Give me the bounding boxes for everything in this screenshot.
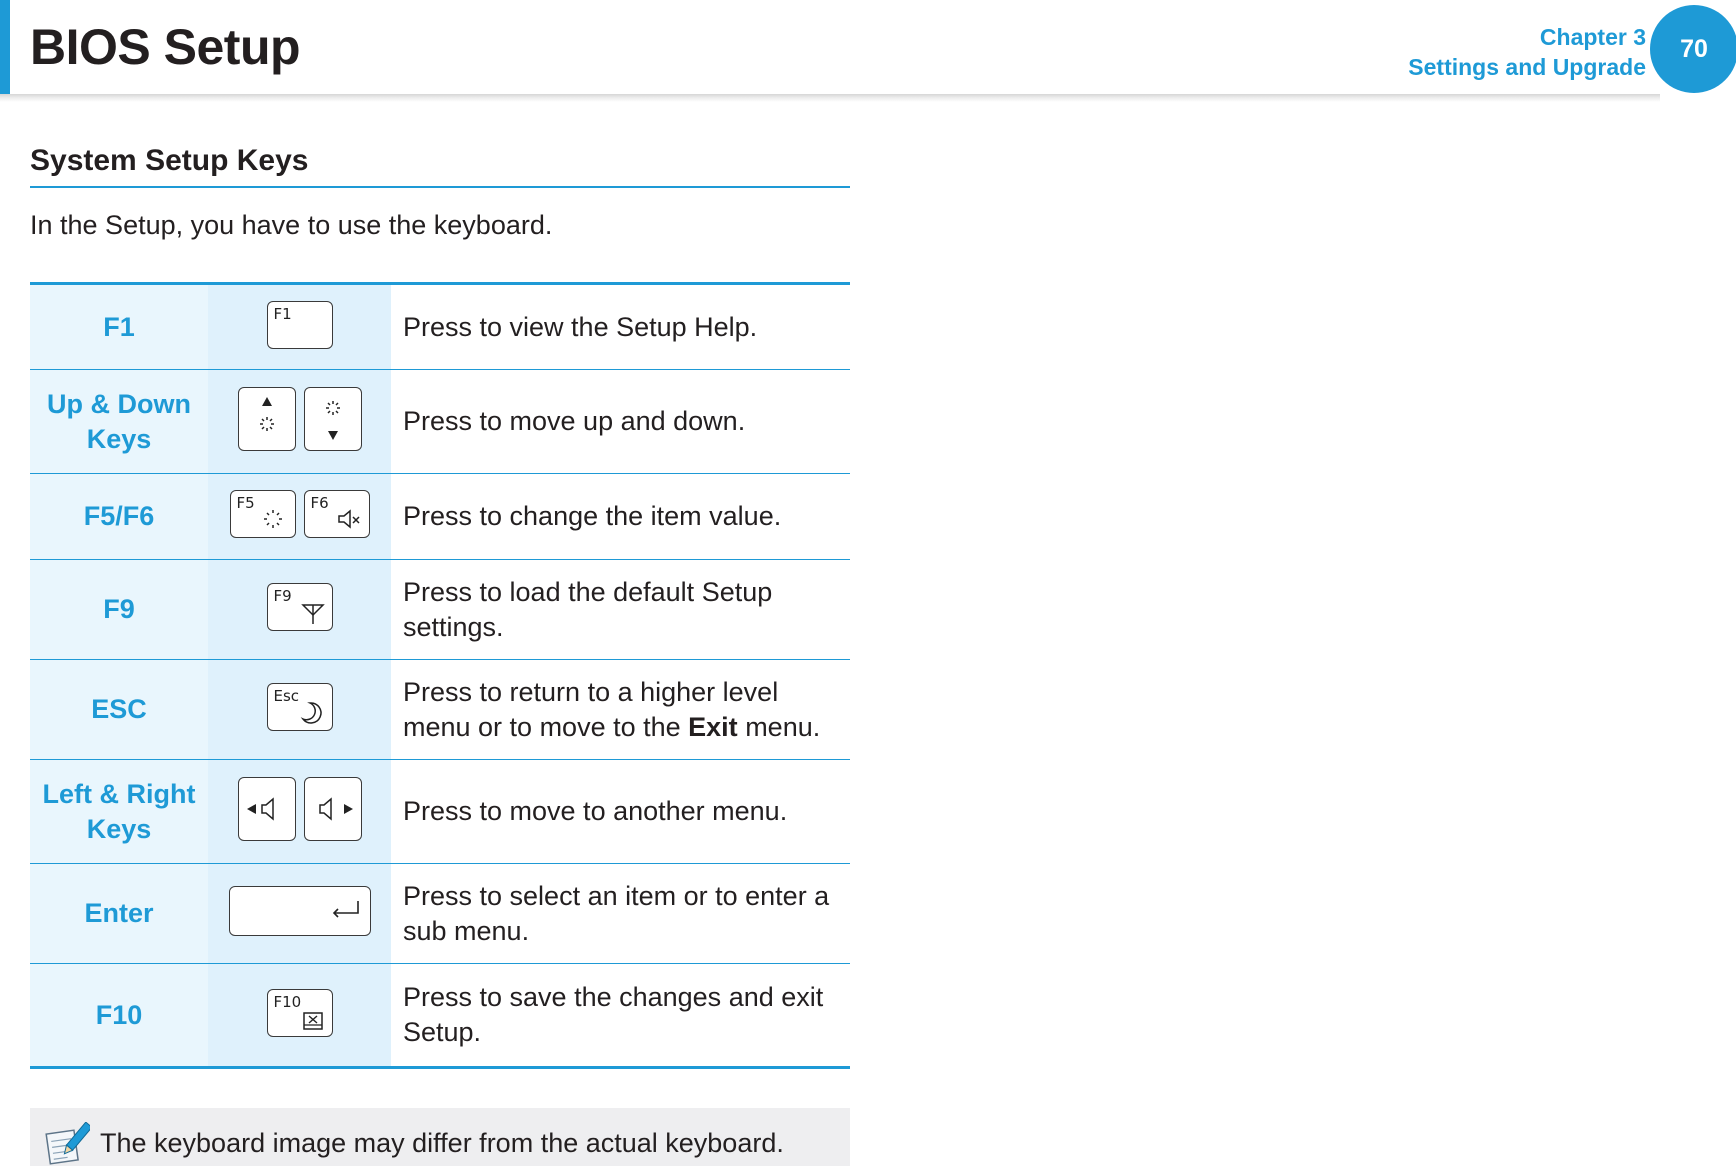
- key-description: Press to view the Setup Help.: [391, 284, 850, 370]
- key-name: F1: [30, 284, 208, 370]
- table-row: [30, 760, 850, 864]
- table-row: [30, 370, 850, 474]
- key-description: Press to select an item or to enter a sub menu.: [391, 864, 850, 964]
- key-image-cell: [208, 964, 391, 1068]
- pencil-note-icon: [42, 1122, 90, 1166]
- up-arrow-key-icon: [238, 387, 296, 451]
- table-row: [30, 560, 850, 660]
- key-image-cell: [208, 864, 391, 964]
- table-row: [30, 284, 850, 370]
- key-image-cell: [208, 370, 391, 474]
- note-text: The keyboard image may differ from the actual keyboard.: [100, 1128, 784, 1158]
- f1-key-icon: F1: [267, 301, 333, 349]
- table-row: [30, 660, 850, 760]
- key-description: Press to load the default Setup settings.: [391, 560, 850, 660]
- key-image-cell: [208, 660, 391, 760]
- page-title: BIOS Setup: [30, 19, 301, 75]
- chapter-block: [1408, 22, 1646, 82]
- key-image-cell: [208, 284, 391, 370]
- key-description: Press to move up and down.: [391, 370, 850, 474]
- section-divider: [30, 186, 850, 188]
- key-description: Press to change the item value.: [391, 474, 850, 560]
- key-description: Press to save the changes and exit Setup.: [391, 964, 850, 1068]
- header-divider: [0, 94, 1660, 102]
- right-arrow-key-icon: [304, 777, 362, 841]
- esc-sleep-key-icon: Esc: [267, 683, 333, 731]
- key-name: ESC: [30, 660, 208, 760]
- key-description: Press to return to a higher level menu or to move to the Exit menu.: [391, 660, 850, 760]
- key-image-cell: [208, 560, 391, 660]
- key-name: Enter: [30, 864, 208, 964]
- key-name: Left & Right Keys: [30, 760, 208, 864]
- intro-text: In the Setup, you have to use the keyboard.: [30, 210, 553, 240]
- down-arrow-key-icon: [304, 387, 362, 451]
- key-description: Press to move to another menu.: [391, 760, 850, 864]
- key-image-cell: [208, 474, 391, 560]
- chapter-label: Chapter 3: [1539, 24, 1646, 50]
- f10-touchpad-key-icon: F10: [267, 989, 333, 1037]
- table-row: [30, 864, 850, 964]
- left-arrow-key-icon: [238, 777, 296, 841]
- chapter-subtitle: Settings and Upgrade: [1408, 54, 1646, 80]
- key-name: Up & Down Keys: [30, 370, 208, 474]
- page-number-badge: 70: [1650, 5, 1736, 93]
- note-box: [30, 1108, 850, 1166]
- section-title: System Setup Keys: [30, 144, 309, 177]
- key-name: F5/F6: [30, 474, 208, 560]
- exit-menu-label: Exit: [688, 711, 738, 742]
- enter-key-icon: [229, 886, 371, 936]
- f5-brightness-key-icon: F5: [230, 490, 296, 538]
- f9-wireless-key-icon: F9: [267, 583, 333, 631]
- key-name: F9: [30, 560, 208, 660]
- table-row: [30, 474, 850, 560]
- f6-mute-key-icon: F6: [304, 490, 370, 538]
- key-image-cell: [208, 760, 391, 864]
- table-row: [30, 964, 850, 1068]
- header-accent-bar: [0, 0, 10, 96]
- key-name: F10: [30, 964, 208, 1068]
- setup-keys-table: [30, 282, 850, 1069]
